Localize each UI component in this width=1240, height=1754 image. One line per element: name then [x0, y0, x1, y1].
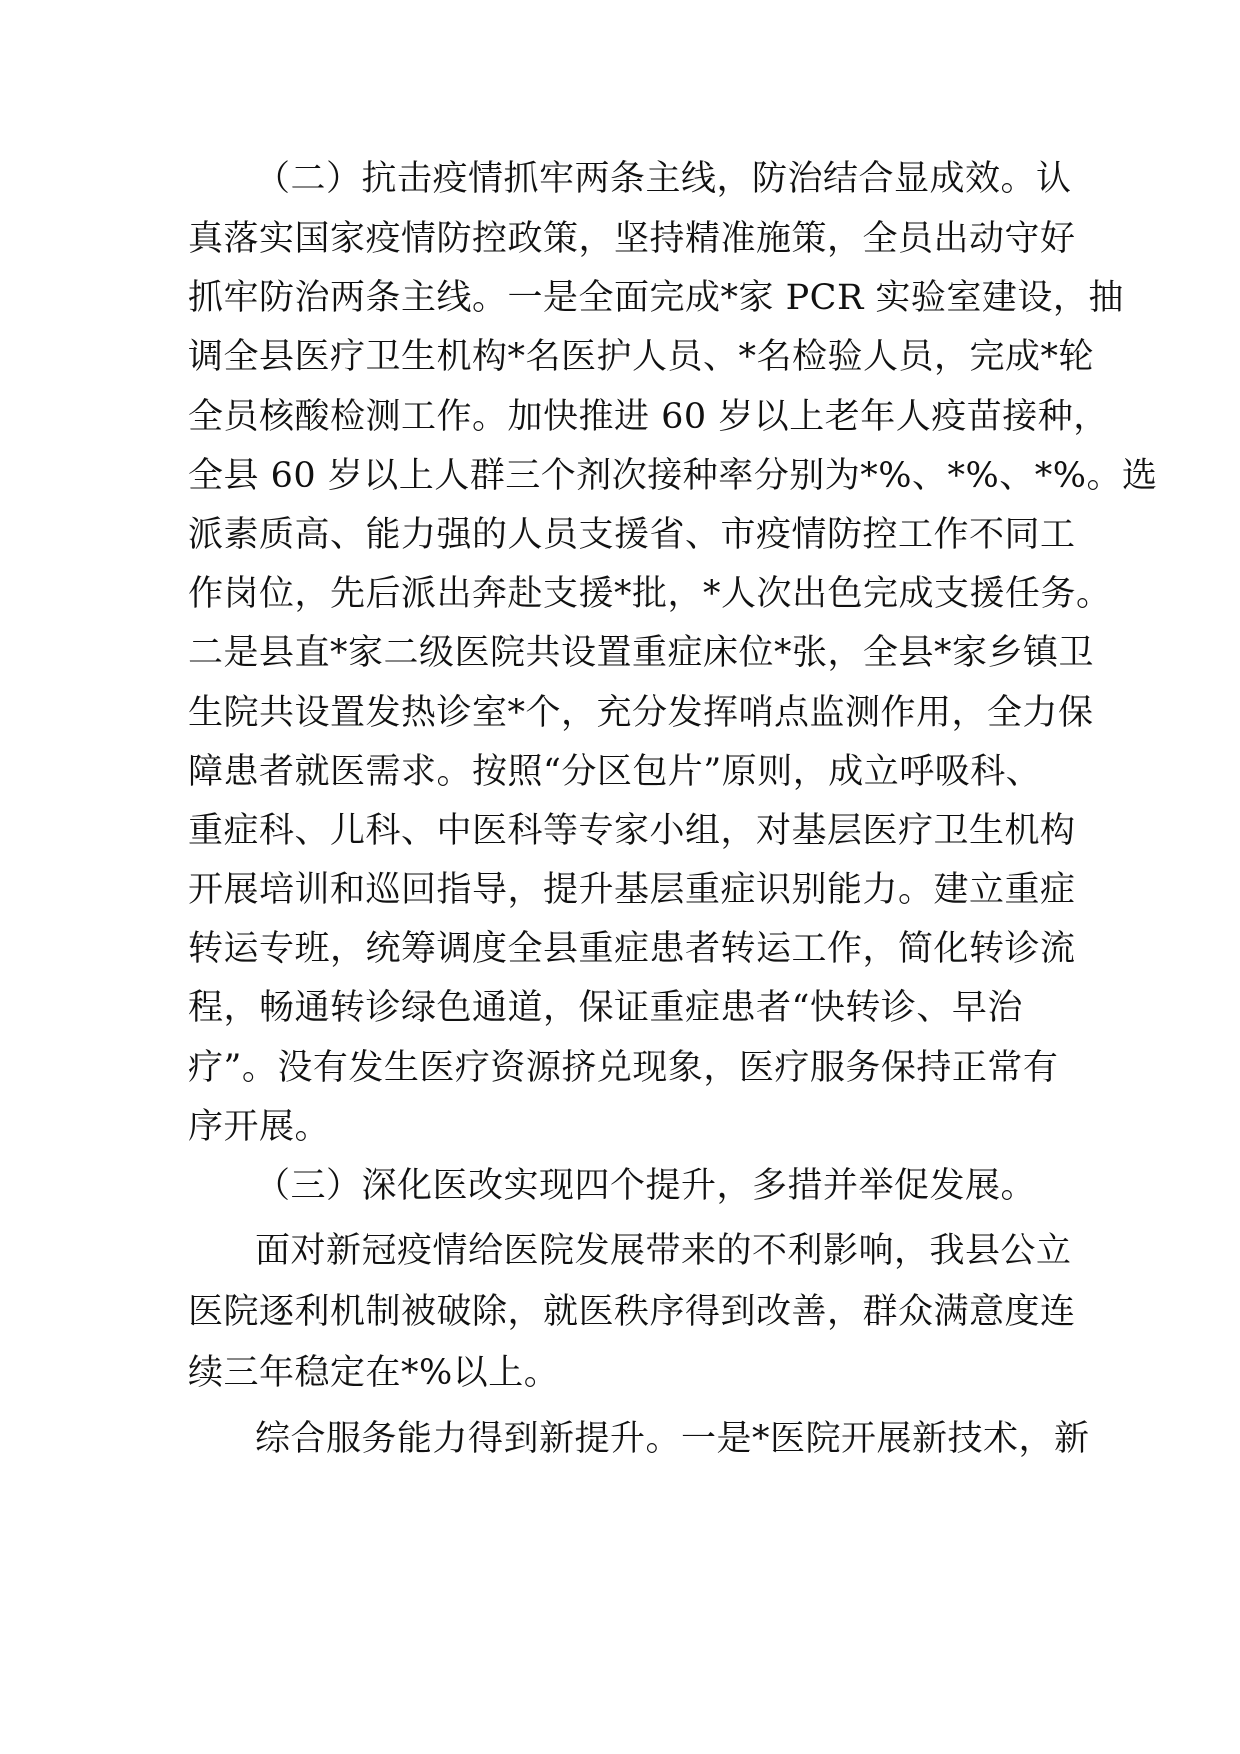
- text-line: 程，畅通转诊绿色通道，保证重症患者“快转诊、早治: [188, 988, 1023, 1028]
- text-line: 真落实国家疫情防控政策，坚持精准施策，全员出动守好: [188, 219, 1076, 259]
- text-line: 序开展。: [188, 1107, 331, 1147]
- text-line: 障患者就医需求。按照“分区包片”原则，成立呼吸科、: [188, 752, 1042, 792]
- paragraph-heading-3: （三）深化医改实现四个提升，多措并举促发展。: [255, 1166, 1037, 1206]
- text-line: 全县 60 岁以上人群三个剂次接种率分别为*%、*%、*%。选: [188, 456, 1158, 496]
- text-line: 作岗位，先后派出奔赴支援*批，*人次出色完成支援任务。: [188, 574, 1112, 614]
- text-line: 二是县直*家二级医院共设置重症床位*张，全县*家乡镇卫: [188, 633, 1095, 673]
- paragraph-heading-2: （二）抗击疫情抓牢两条主线，防治结合显成效。认: [255, 159, 1072, 199]
- text-line: 转运专班，统筹调度全县重症患者转运工作，简化转诊流: [188, 929, 1076, 969]
- text-line: 续三年稳定在*%以上。: [188, 1353, 560, 1393]
- text-line: 全员核酸检测工作。加快推进 60 岁以上老年人疫苗接种，: [188, 397, 1109, 437]
- text-line: 开展培训和巡回指导，提升基层重症识别能力。建立重症: [188, 870, 1076, 910]
- text-line: 生院共设置发热诊室*个，充分发挥哨点监测作用，全力保: [188, 693, 1094, 733]
- text-line: 综合服务能力得到新提升。一是*医院开展新技术，新: [255, 1419, 1090, 1459]
- text-line: 调全县医疗卫生机构*名医护人员、*名检验人员，完成*轮: [188, 337, 1095, 377]
- text-line: 重症科、儿科、中医科等专家小组，对基层医疗卫生机构: [188, 811, 1076, 851]
- text-line: 派素质高、能力强的人员支援省、市疫情防控工作不同工: [188, 515, 1076, 555]
- text-line: 医院逐利机制被破除，就医秩序得到改善，群众满意度连: [188, 1292, 1076, 1332]
- text-line: 面对新冠疫情给医院发展带来的不利影响，我县公立: [255, 1231, 1072, 1271]
- text-line: 抓牢防治两条主线。一是全面完成*家 PCR 实验室建设，抽: [188, 278, 1124, 318]
- text-line: 疗”。没有发生医疗资源挤兑现象，医疗服务保持正常有: [188, 1048, 1059, 1088]
